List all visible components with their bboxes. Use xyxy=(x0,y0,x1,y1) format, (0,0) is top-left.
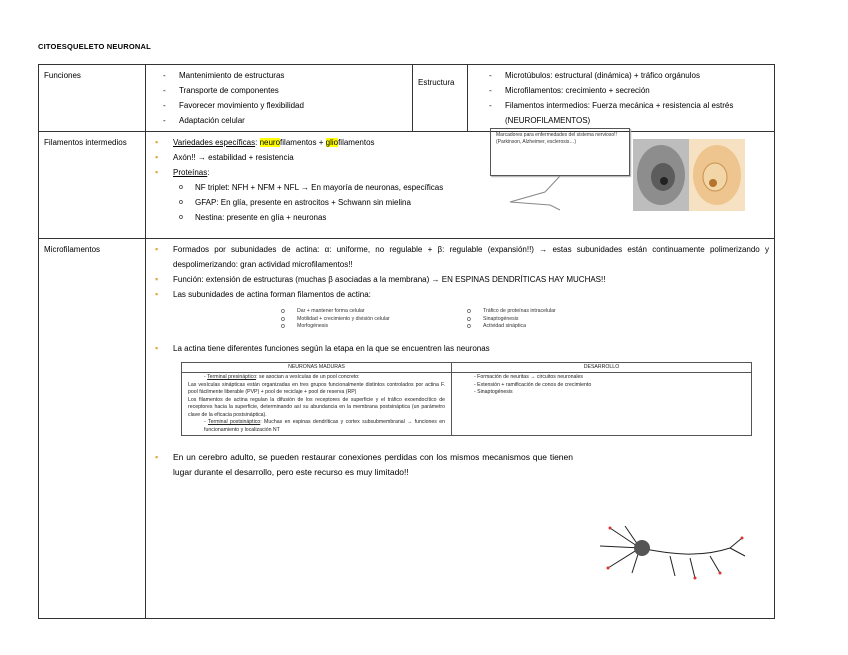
actin-functions-columns xyxy=(281,308,769,331)
list-item: - Filamentos intermedios: Fuerza mecánica + resistencia al estrés (NEUROFILAMENTOS) xyxy=(495,98,769,128)
desarrollo-item: Sinaptogénesis xyxy=(477,389,513,395)
list-item: - Extensión + ramificación de conos de crecimiento xyxy=(474,381,592,388)
label-estructura: Estructura xyxy=(413,65,468,132)
document-title: CITOESQUELETO NEURONAL xyxy=(38,42,151,51)
colon-text: : xyxy=(255,138,260,147)
bullet-etapa: ▪ La actina tiene diferentes funciones según la etapa en la que se encuentren las neuronas xyxy=(173,341,769,356)
cell-micrograph-image xyxy=(633,139,745,211)
actin-function-item: o Actividad sináptica xyxy=(483,323,653,331)
protein-item: o GFAP: En glía, presente en astrocitos + Schwann sin mielina xyxy=(195,195,769,210)
filamentos-text: filamentos + xyxy=(280,138,326,147)
presinaptico-text: : se asocian a vesículas de un pool concreto: xyxy=(256,374,360,380)
protein-item: o NF triplet: NFH + NFM + NFL → En mayoría de neuronas, específicas xyxy=(195,180,769,195)
protein-item: o Nestina: presente en glía + neuronas xyxy=(195,210,769,225)
maduras-cell: - Terminal presináptico: se asocian a vesículas de un pool concreto: Las vesículas sinápticas están organizadas en tres grupos funcionalmente distintos controlados por actina F. pool fácilmente liberable (PVP) + pool de reciclaje + pool de reserva (RP) Los filamentos de actina regulan la difusión de los receptores de superficie y el tráfico exoendocítico de receptores hacia la superficie, determinando así su abundancia en la membrana postsináptica (un parámetro clave de la eficacia postsináptica). - Terminal postsináptico: Muchas en espinas dendríticas y cortex subsubmembranal → funciones en funcionamiento y localización NT xyxy=(182,373,452,436)
actin-stage-table xyxy=(181,362,752,437)
actin-function-item: o Sinaptogénesis xyxy=(483,316,653,324)
proteinas-term: Proteínas xyxy=(173,168,208,177)
desarrollo-item: Formación de neuritas → circuitos neuronales xyxy=(477,374,583,380)
bullet-cerebro-adulto: ▪ En un cerebro adulto, se pueden restaurar conexiones perdidas con los mismos mecanismos que tienen lugar durante el desarrollo, pero este recurso es muy limitado!! xyxy=(173,450,573,480)
postsinaptico-text: : Muchas en espinas dendríticas y cortex subsubmembranal → funciones en funcionamiento y localización NT xyxy=(204,419,446,433)
list-item: - Mantenimiento de estructuras xyxy=(169,68,407,83)
funciones-list-cell xyxy=(146,65,413,132)
desarrollo-item: Extensión + ramificación de conos de crecimiento xyxy=(477,381,592,388)
header-desarrollo: DESARROLLO xyxy=(452,362,752,373)
actin-function-item: o Tráfico de proteínas intracelular xyxy=(483,308,653,316)
receptores-paragraph: Los filamentos de actina regulan la difusión de los receptores de superficie y el tráfico exoendocítico de receptores hacia la superficie, determinando así su abundancia en la membrana postsináptica (un parámetro clave de la eficacia postsináptica). xyxy=(188,396,445,418)
list-item: - Microtúbulos: estructural (dinámica) + tráfico orgánulos xyxy=(495,68,769,83)
bullet-axon: ▪ Axón!! → estabilidad + resistencia xyxy=(173,150,769,165)
actin-function-item: o Morfogénesis xyxy=(297,323,467,331)
highlight-neuro: neuro xyxy=(259,138,281,147)
list-item: - Adaptación celular xyxy=(169,113,407,128)
list-item: - Microfilamentos: crecimiento + secreción xyxy=(495,83,769,98)
label-funciones: Funciones xyxy=(39,65,146,132)
neuron-diagram-image xyxy=(590,518,750,598)
list-item: - Transporte de componentes xyxy=(169,83,407,98)
label-microfilamentos: Microfilamentos xyxy=(39,239,146,619)
callout-note: Marcadores para enfermedades del sistema nervioso!! (Parkinson, Alzheimer, esclerosis…) xyxy=(490,128,630,176)
estructura-list-cell xyxy=(468,65,775,132)
term-presinaptico: Terminal presináptico xyxy=(207,374,257,380)
callout-arrow xyxy=(505,172,565,212)
header-maduras: NEURONAS MADURAS xyxy=(182,362,452,373)
vesiculas-paragraph: Las vesículas sinápticas están organizadas en tres grupos funcionalmente distintos controlados por actina F. pool fácilmente liberable (PVP) + pool de reciclaje + pool de reserva (RP) xyxy=(188,381,445,395)
list-item: - Sinaptogénesis xyxy=(474,389,513,395)
variedades-term: Variedades específicas xyxy=(173,138,256,147)
filamentos-text-end: filamentos xyxy=(338,138,375,147)
label-filamentos: Filamentos intermedios xyxy=(39,132,146,239)
bullet-forman: ▪ Las subunidades de actina forman filamentos de actina: xyxy=(173,287,769,302)
highlight-glio: glio xyxy=(325,138,339,147)
list-item: - Favorecer movimiento y flexibilidad xyxy=(169,98,407,113)
actin-function-item: o Motilidad + crecimiento y división celular xyxy=(297,316,467,324)
bullet-funcion: ▪ Función: extensión de estructuras (muchas β asociadas a la membrana) → EN ESPINAS DENDRÍTICAS HAY MUCHAS!! xyxy=(173,272,769,287)
bullet-subunidades: ▪ Formados por subunidades de actina: α: uniforme, no regulable + β: regulable (expansión!!) → estas subunidades están continuamente polimerizando y despolimerizando: gran actividad microfilamentos!! xyxy=(173,242,769,272)
desarrollo-cell xyxy=(452,373,752,436)
actin-function-item: o Dar + mantener forma celular xyxy=(297,308,467,316)
row-funciones xyxy=(39,65,775,132)
term-postsinaptico: Terminal postsináptico xyxy=(208,419,261,425)
colon-text: : xyxy=(207,168,210,177)
list-item: - Formación de neuritas → circuitos neuronales xyxy=(474,374,583,380)
